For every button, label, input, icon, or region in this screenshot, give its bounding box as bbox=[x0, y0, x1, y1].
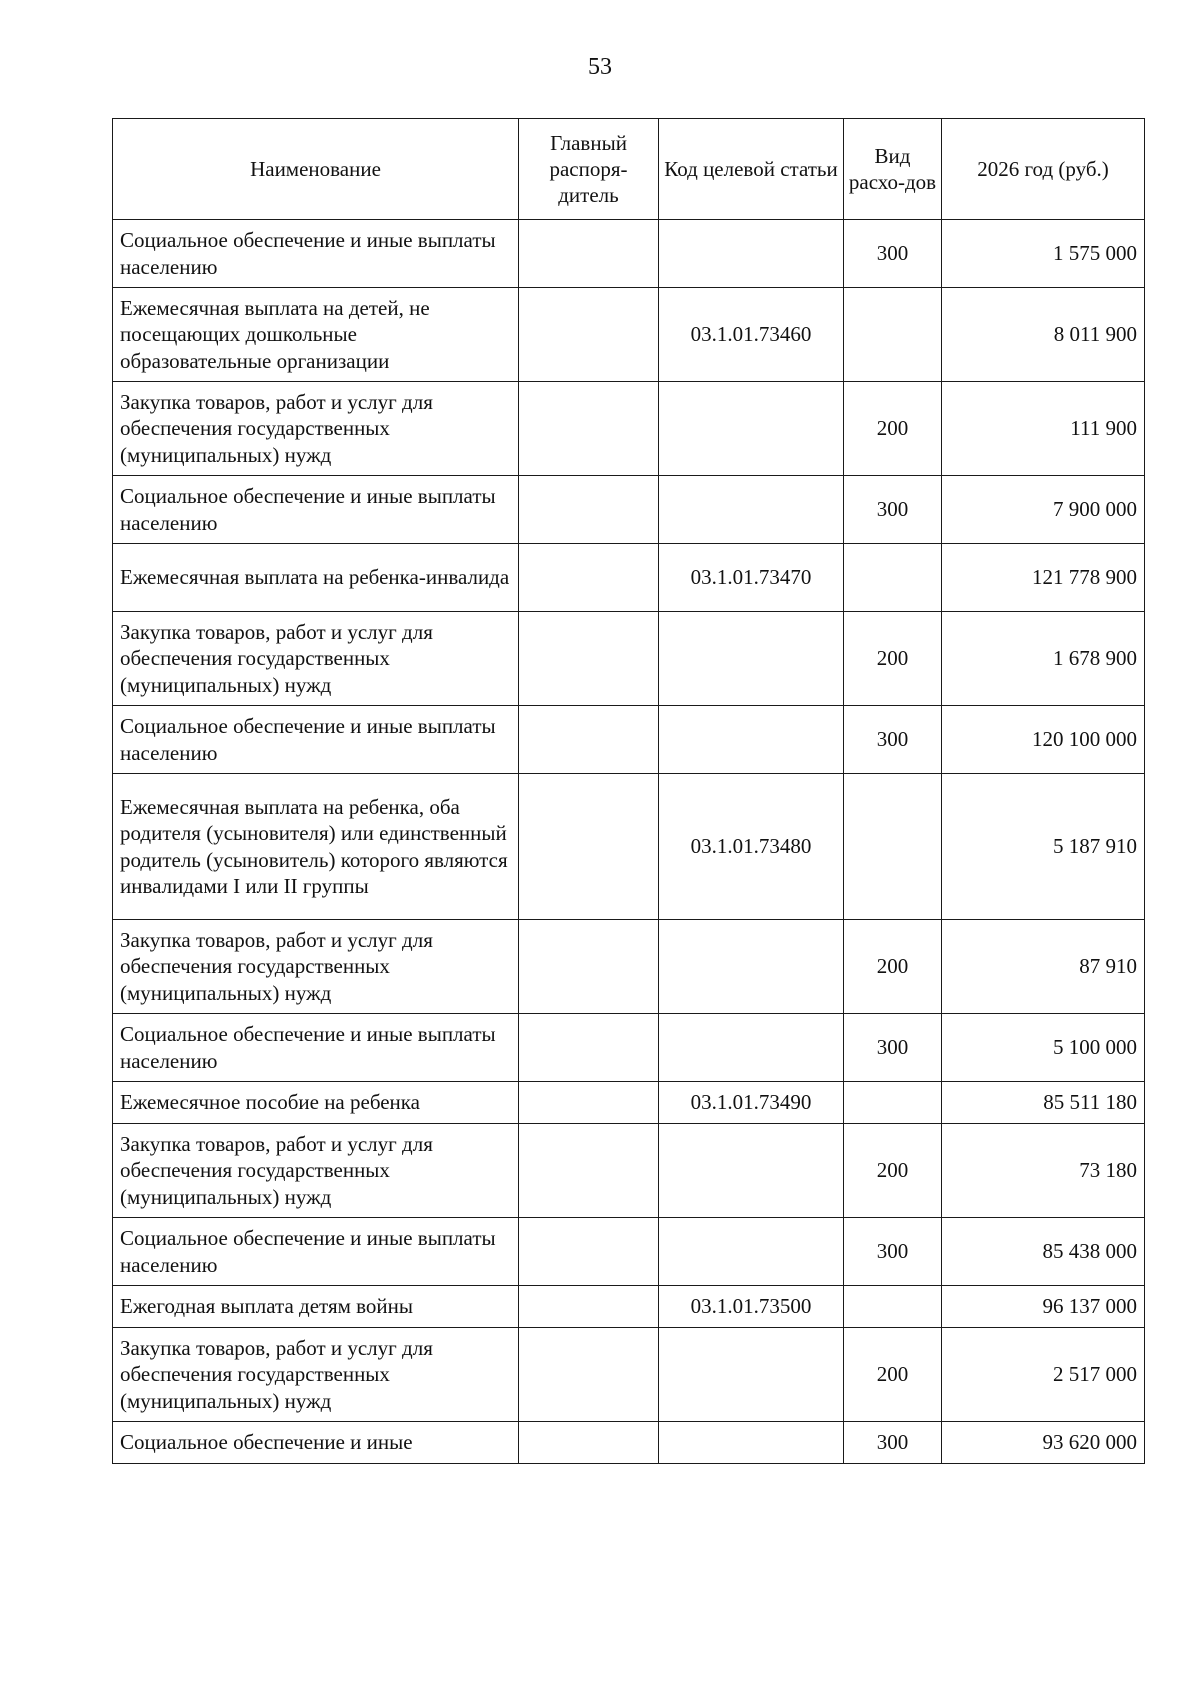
header-name: Наименование bbox=[113, 119, 519, 220]
cell-amount: 96 137 000 bbox=[942, 1286, 1145, 1328]
table-row bbox=[113, 1124, 1145, 1218]
cell-name: Закупка товаров, работ и услуг для обеспечения государственных (муниципальных) нужд bbox=[113, 1328, 519, 1422]
cell-amount: 120 100 000 bbox=[942, 706, 1145, 774]
header-main-manager: Главный распоря-дитель bbox=[519, 119, 659, 220]
table-row bbox=[113, 612, 1145, 706]
cell-target-code bbox=[659, 1422, 844, 1464]
cell-name: Социальное обеспечение и иные bbox=[113, 1422, 519, 1464]
cell-main-manager bbox=[519, 1082, 659, 1124]
cell-name: Ежемесячная выплата на ребенка-инвалида bbox=[113, 544, 519, 612]
cell-name: Закупка товаров, работ и услуг для обеспечения государственных (муниципальных) нужд bbox=[113, 612, 519, 706]
cell-name: Ежемесячная выплата на детей, не посещающих дошкольные образовательные организации bbox=[113, 288, 519, 382]
cell-target-code bbox=[659, 706, 844, 774]
cell-main-manager bbox=[519, 1218, 659, 1286]
cell-main-manager bbox=[519, 288, 659, 382]
cell-name: Закупка товаров, работ и услуг для обеспечения государственных (муниципальных) нужд bbox=[113, 1124, 519, 1218]
budget-table bbox=[112, 118, 1145, 1464]
table-row bbox=[113, 220, 1145, 288]
cell-target-code bbox=[659, 220, 844, 288]
cell-target-code: 03.1.01.73460 bbox=[659, 288, 844, 382]
table-row bbox=[113, 1422, 1145, 1464]
cell-amount: 73 180 bbox=[942, 1124, 1145, 1218]
cell-name: Ежемесячное пособие на ребенка bbox=[113, 1082, 519, 1124]
cell-amount: 1 678 900 bbox=[942, 612, 1145, 706]
cell-expense-type bbox=[844, 1286, 942, 1328]
cell-expense-type: 200 bbox=[844, 920, 942, 1014]
cell-expense-type: 300 bbox=[844, 1014, 942, 1082]
cell-target-code bbox=[659, 1124, 844, 1218]
cell-expense-type bbox=[844, 774, 942, 920]
cell-amount: 93 620 000 bbox=[942, 1422, 1145, 1464]
cell-expense-type: 300 bbox=[844, 1218, 942, 1286]
cell-expense-type: 300 bbox=[844, 1422, 942, 1464]
cell-main-manager bbox=[519, 1328, 659, 1422]
table-row bbox=[113, 1286, 1145, 1328]
cell-expense-type: 200 bbox=[844, 612, 942, 706]
cell-main-manager bbox=[519, 1124, 659, 1218]
cell-target-code: 03.1.01.73490 bbox=[659, 1082, 844, 1124]
header-expense-type: Вид расхо-дов bbox=[844, 119, 942, 220]
cell-amount: 87 910 bbox=[942, 920, 1145, 1014]
table-header-row bbox=[113, 119, 1145, 220]
cell-name: Ежемесячная выплата на ребенка, оба родителя (усыновителя) или единственный родитель (усыновитель) которого являются инвалидами I или II группы bbox=[113, 774, 519, 920]
cell-target-code bbox=[659, 612, 844, 706]
cell-name: Закупка товаров, работ и услуг для обеспечения государственных (муниципальных) нужд bbox=[113, 382, 519, 476]
table-row bbox=[113, 706, 1145, 774]
cell-amount: 5 187 910 bbox=[942, 774, 1145, 920]
cell-main-manager bbox=[519, 1422, 659, 1464]
cell-main-manager bbox=[519, 544, 659, 612]
cell-target-code bbox=[659, 1218, 844, 1286]
cell-target-code bbox=[659, 382, 844, 476]
cell-amount: 1 575 000 bbox=[942, 220, 1145, 288]
table-row bbox=[113, 288, 1145, 382]
cell-expense-type bbox=[844, 1082, 942, 1124]
cell-target-code bbox=[659, 476, 844, 544]
cell-amount: 85 438 000 bbox=[942, 1218, 1145, 1286]
cell-name: Ежегодная выплата детям войны bbox=[113, 1286, 519, 1328]
header-target-code: Код целевой статьи bbox=[659, 119, 844, 220]
table-row bbox=[113, 774, 1145, 920]
cell-amount: 121 778 900 bbox=[942, 544, 1145, 612]
cell-expense-type: 300 bbox=[844, 220, 942, 288]
cell-amount: 5 100 000 bbox=[942, 1014, 1145, 1082]
cell-main-manager bbox=[519, 774, 659, 920]
cell-target-code bbox=[659, 1328, 844, 1422]
cell-main-manager bbox=[519, 382, 659, 476]
cell-name: Социальное обеспечение и иные выплаты населению bbox=[113, 476, 519, 544]
cell-main-manager bbox=[519, 1286, 659, 1328]
cell-name: Закупка товаров, работ и услуг для обеспечения государственных (муниципальных) нужд bbox=[113, 920, 519, 1014]
cell-target-code: 03.1.01.73500 bbox=[659, 1286, 844, 1328]
table-row bbox=[113, 1082, 1145, 1124]
cell-main-manager bbox=[519, 920, 659, 1014]
cell-main-manager bbox=[519, 1014, 659, 1082]
table-row bbox=[113, 382, 1145, 476]
cell-expense-type: 200 bbox=[844, 1328, 942, 1422]
page-number: 53 bbox=[588, 54, 612, 80]
cell-main-manager bbox=[519, 706, 659, 774]
cell-target-code: 03.1.01.73470 bbox=[659, 544, 844, 612]
cell-name: Социальное обеспечение и иные выплаты населению bbox=[113, 1014, 519, 1082]
cell-target-code: 03.1.01.73480 bbox=[659, 774, 844, 920]
cell-expense-type: 300 bbox=[844, 706, 942, 774]
cell-main-manager bbox=[519, 220, 659, 288]
header-amount-2026: 2026 год (руб.) bbox=[942, 119, 1145, 220]
cell-name: Социальное обеспечение и иные выплаты населению bbox=[113, 220, 519, 288]
cell-expense-type bbox=[844, 288, 942, 382]
cell-expense-type: 200 bbox=[844, 382, 942, 476]
table-row bbox=[113, 920, 1145, 1014]
table-row bbox=[113, 1218, 1145, 1286]
cell-amount: 7 900 000 bbox=[942, 476, 1145, 544]
cell-target-code bbox=[659, 1014, 844, 1082]
cell-main-manager bbox=[519, 612, 659, 706]
cell-name: Социальное обеспечение и иные выплаты населению bbox=[113, 1218, 519, 1286]
cell-expense-type bbox=[844, 544, 942, 612]
table-row bbox=[113, 476, 1145, 544]
table-row bbox=[113, 1014, 1145, 1082]
table-row bbox=[113, 1328, 1145, 1422]
table-row bbox=[113, 544, 1145, 612]
cell-target-code bbox=[659, 920, 844, 1014]
cell-main-manager bbox=[519, 476, 659, 544]
cell-expense-type: 300 bbox=[844, 476, 942, 544]
cell-expense-type: 200 bbox=[844, 1124, 942, 1218]
cell-amount: 85 511 180 bbox=[942, 1082, 1145, 1124]
cell-amount: 111 900 bbox=[942, 382, 1145, 476]
cell-amount: 2 517 000 bbox=[942, 1328, 1145, 1422]
cell-name: Социальное обеспечение и иные выплаты населению bbox=[113, 706, 519, 774]
cell-amount: 8 011 900 bbox=[942, 288, 1145, 382]
